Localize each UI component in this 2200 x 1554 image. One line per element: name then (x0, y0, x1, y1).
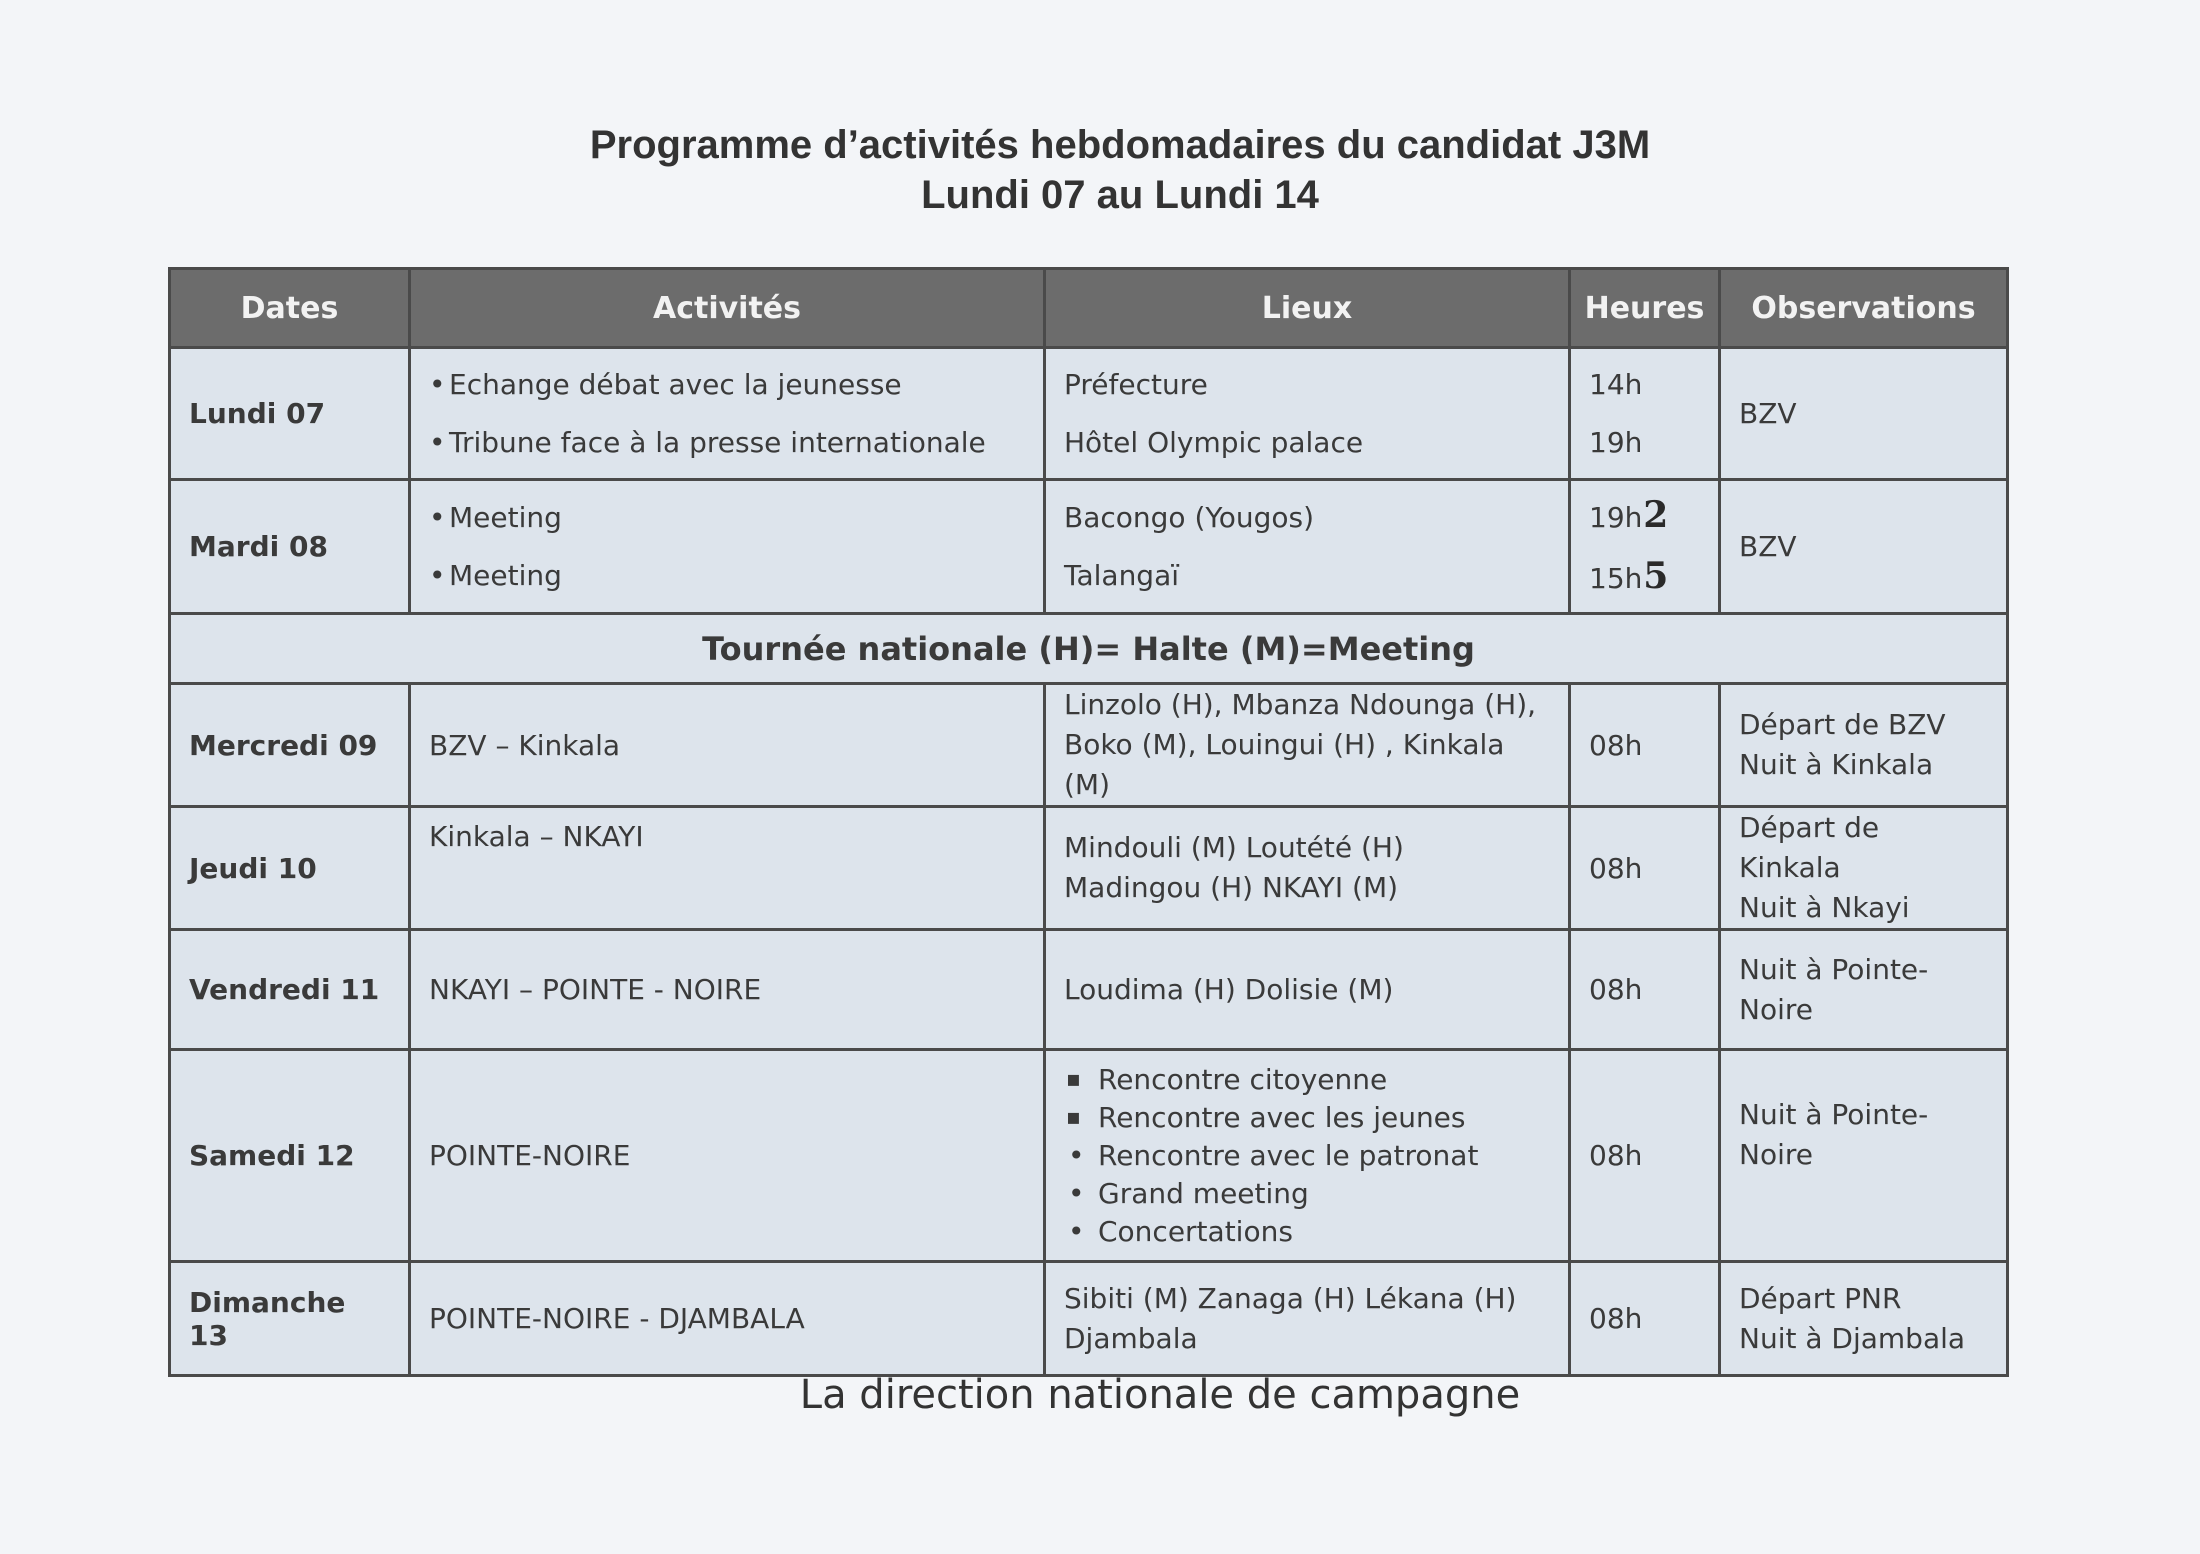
header-lieux: Lieux (1045, 269, 1570, 348)
section-band-row (170, 614, 2008, 684)
hour-item (1589, 556, 1700, 599)
handwritten-correction: 2 (1643, 493, 1669, 536)
observation-item: Départ de BZV (1739, 708, 1946, 741)
table-row (170, 1050, 2008, 1262)
place-item: Mindouli (M) Loutété (H) (1064, 831, 1404, 864)
row-observations (1720, 684, 2008, 807)
observation-item: Nuit à Nkayi (1739, 891, 1910, 924)
row-activity: Kinkala – NKAYI (410, 807, 1045, 930)
document-footer: La direction nationale de campagne (799, 1372, 1521, 1418)
observation-item: Nuit à Kinkala (1739, 748, 1934, 781)
observation-item: Départ de Kinkala (1739, 811, 1880, 884)
observation-item: Nuit à Pointe- (1739, 1098, 1929, 1131)
activity-item: • Echange débat avec la jeunesse (429, 365, 1025, 405)
observation-item: Nuit à Pointe- (1739, 952, 1929, 986)
row-date: Mardi 08 (170, 480, 410, 614)
table-header-row (170, 269, 2008, 348)
row-places (1045, 480, 1570, 614)
place-item: Sibiti (M) Zanaga (H) Lékana (H) (1064, 1281, 1517, 1315)
document-subtitle: Lundi 07 au Lundi 14 (921, 173, 1319, 217)
observation-item: Nuit à Djambala (1739, 1321, 1966, 1355)
place-item: • Rencontre avec le patronat (1064, 1137, 1550, 1175)
row-hours (1570, 480, 1720, 614)
header-observations: Observations (1720, 269, 2008, 348)
row-observations (1720, 480, 2008, 614)
hour-printed: 15h (1589, 561, 1643, 595)
place-item: Bacongo (Yougos) (1064, 500, 1315, 534)
handwritten-correction: 5 (1643, 554, 1669, 597)
table-row (170, 930, 2008, 1050)
row-activities (410, 348, 1045, 480)
row-activity: POINTE-NOIRE - DJAMBALA (410, 1262, 1045, 1376)
schedule-table (168, 267, 2009, 1377)
row-places (1045, 930, 1570, 1050)
row-places (1045, 1050, 1570, 1262)
row-places (1045, 1262, 1570, 1376)
row-activity: NKAYI – POINTE - NOIRE (410, 930, 1045, 1050)
row-date: Vendredi 11 (170, 930, 410, 1050)
place-item: Boko (M), Louingui (H) , Kinkala (M) (1064, 728, 1505, 801)
header-activites: Activités (410, 269, 1045, 348)
row-observations (1720, 930, 2008, 1050)
header-heures: Heures (1570, 269, 1720, 348)
table-row (170, 684, 2008, 807)
place-item: Madingou (H) NKAYI (M) (1064, 871, 1399, 904)
header-dates: Dates (170, 269, 410, 348)
row-places (1045, 807, 1570, 930)
row-places (1045, 348, 1570, 480)
place-item: Loudima (H) Dolisie (M) (1064, 972, 1394, 1006)
place-item: Linzolo (H), Mbanza Ndounga (H), (1064, 688, 1537, 721)
observation-item: Noire (1739, 1138, 1813, 1171)
row-activity: POINTE-NOIRE (410, 1050, 1045, 1262)
row-hour: 08h (1570, 684, 1720, 807)
table-row (170, 807, 2008, 930)
row-observations (1720, 1262, 2008, 1376)
place-item: Préfecture (1064, 367, 1208, 401)
place-item: Talangaï (1064, 558, 1180, 592)
place-item: • Concertations (1064, 1213, 1550, 1251)
hour-item (1589, 495, 1700, 538)
table-row (170, 480, 2008, 614)
row-hour: 08h (1570, 1262, 1720, 1376)
row-hour: 08h (1570, 807, 1720, 930)
place-item: ▪ Rencontre citoyenne (1064, 1061, 1550, 1099)
row-hour: 08h (1570, 930, 1720, 1050)
row-places (1045, 684, 1570, 807)
place-item: Hôtel Olympic palace (1064, 425, 1364, 459)
row-date: Jeudi 10 (170, 807, 410, 930)
hour-item: 14h (1589, 367, 1643, 401)
place-item: Djambala (1064, 1321, 1198, 1355)
row-observations (1720, 807, 2008, 930)
hour-item: 19h (1589, 425, 1643, 459)
row-activity: BZV – Kinkala (410, 684, 1045, 807)
observation-item: Départ PNR (1739, 1281, 1902, 1315)
section-band: Tournée nationale (H)= Halte (M)=Meeting (170, 614, 2008, 684)
activity-item: • Meeting (429, 556, 1025, 596)
observation-item: BZV (1739, 529, 1797, 563)
observation-item: Noire (1739, 992, 1813, 1026)
activity-item: • Tribune face à la presse internationale (429, 423, 1025, 463)
row-date: Lundi 07 (170, 348, 410, 480)
table-row (170, 1262, 2008, 1376)
place-item: • Grand meeting (1064, 1175, 1550, 1213)
row-hour: 08h (1570, 1050, 1720, 1262)
row-date: Samedi 12 (170, 1050, 410, 1262)
activity-item: • Meeting (429, 498, 1025, 538)
row-date: Mercredi 09 (170, 684, 410, 807)
document-title: Programme d’activités hebdomadaires du candidat J3M (589, 123, 1651, 167)
row-activities (410, 480, 1045, 614)
row-hours (1570, 348, 1720, 480)
hour-printed: 19h (1589, 500, 1643, 534)
row-observations (1720, 348, 2008, 480)
observation-item: BZV (1739, 396, 1797, 430)
place-item: ▪ Rencontre avec les jeunes (1064, 1099, 1550, 1137)
row-date: Dimanche 13 (170, 1262, 410, 1376)
row-observations (1720, 1050, 2008, 1262)
table-row (170, 348, 2008, 480)
